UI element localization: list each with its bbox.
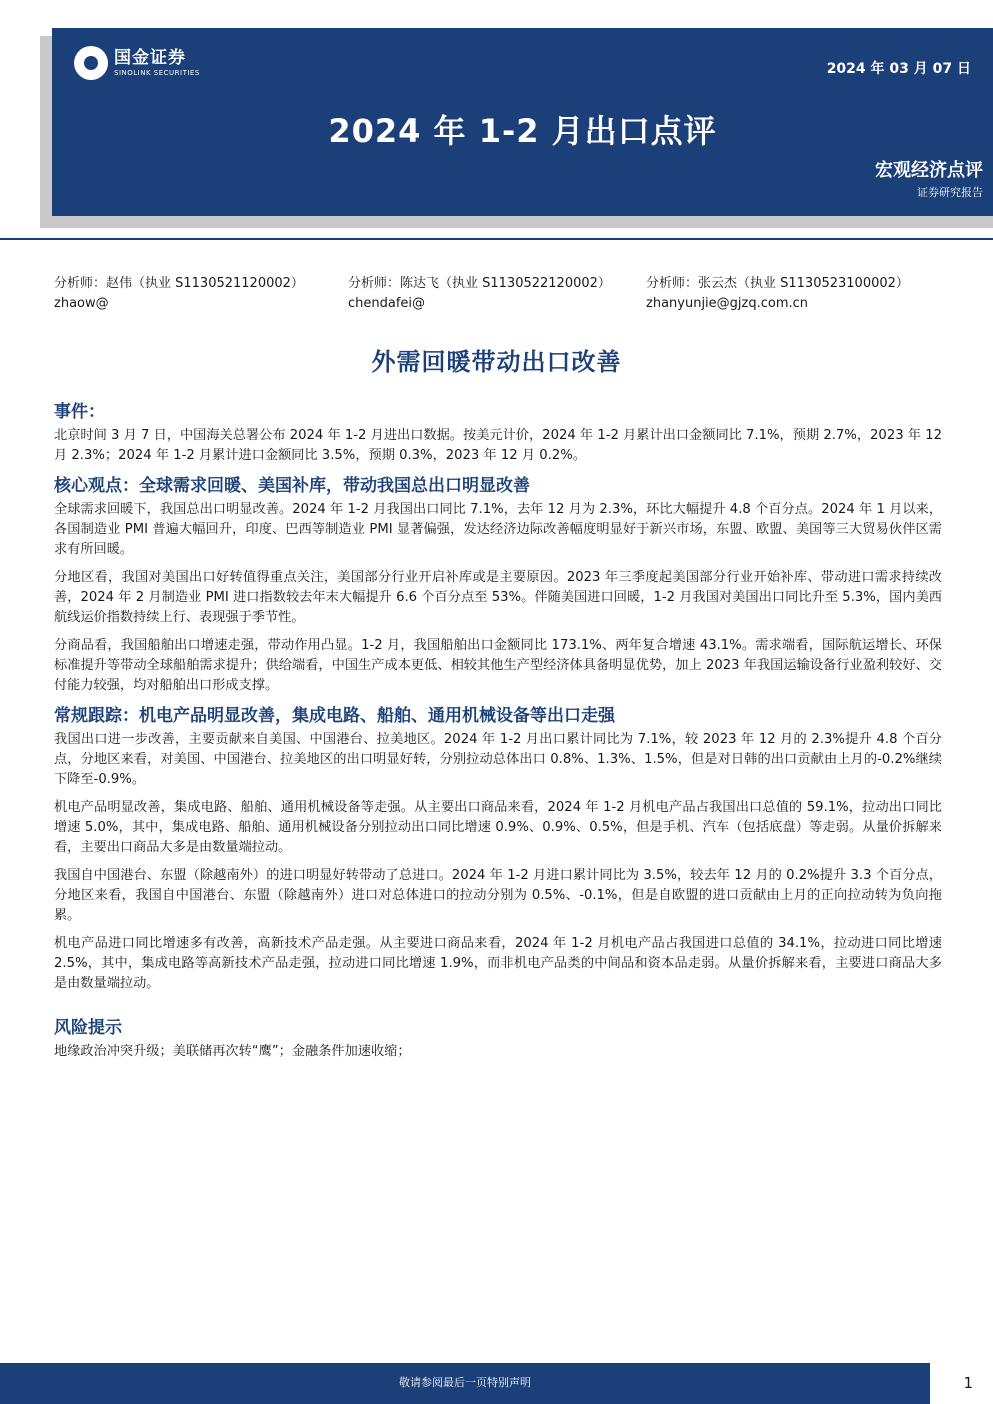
header-divider: [0, 238, 993, 240]
paragraph: 分地区看，我国对美国出口好转值得重点关注，美国部分行业开启补库或是主要原因。2023 年三季度起美国部分行业开始补库、带动进口需求持续改善，2024 年 2 月制造业 PMI 进口指数较去年末大幅提升 6.6 个百分点至 53%。伴随美国进口回暖，1-2 月我国对美国出口同比升至 5.3%，国内美西航线运价指数持续上行、表现强于季节性。: [54, 570, 942, 625]
disclaimer-note: 敬请参阅最后一页特别声明: [0, 1363, 930, 1404]
analyst-email: zhaow@: [54, 296, 109, 311]
report-date: 2024 年 03 月 07 日: [826, 61, 971, 77]
company-logo: [74, 46, 200, 80]
analyst-email: chendafei@: [348, 296, 426, 311]
logo-name-en: SINOLINK SECURITIES: [114, 68, 200, 77]
paragraph: 我国出口进一步改善，主要贡献来自美国、中国港台、拉美地区。2024 年 1-2 月出口累计同比为 7.1%，较 2023 年 12 月的 2.3%提升 4.8 个百分点，分地区来看，对美国、中国港台、拉美地区的出口明显好转，分别拉动总体出口 0.8%、1.3%、1.5%，但是对日韩的出口贡献由上月的-0.2%继续下降至-0.9%。: [54, 732, 942, 787]
analyst-1: [54, 274, 304, 314]
analyst-2: [348, 274, 611, 314]
section-tracking: [54, 704, 942, 994]
logo-icon: [74, 46, 108, 80]
section-title: 常规跟踪：机电产品明显改善，集成电路、船舶、通用机械设备等出口走强: [54, 706, 615, 726]
paragraph: 地缘政治冲突升级；美联储再次转“鹰”；金融条件加速收缩；: [54, 1044, 411, 1059]
paragraph: 机电产品进口同比增速多有改善，高新技术产品走强。从主要进口商品来看，2024 年 1-2 月机电产品占我国进口总值的 34.1%，拉动进口同比增速 2.5%，其中，集成电路等高新技术产品走强，拉动进口同比增速 1.9%，而非机电产品类的中间品和资本品走弱。从量价拆解来看，主要进口商品大多是由数量端拉动。: [54, 936, 942, 991]
section-event: [54, 400, 942, 466]
paragraph: 我国自中国港台、东盟（除越南外）的进口明显好转带动了总进口。2024 年 1-2 月进口累计同比为 3.5%，较去年 12 月的 0.2%提升 3.3 个百分点，分地区来看，我国自中国港台、东盟（除越南外）进口对总体进口的拉动分别为 0.5%、-0.1%，但是自欧盟的进口贡献由上月的正向拉动转为负向拖累。: [54, 868, 942, 923]
section-title: 风险提示: [54, 1018, 122, 1038]
analyst-3: [646, 274, 909, 314]
paragraph: 分商品看，我国船舶出口增速走强，带动作用凸显。1-2 月，我国船舶出口金额同比 173.1%、两年复合增速 43.1%。需求端看，国际航运增长、环保标准提升等带动全球船舶需求提升；供给端看，中国生产成本更低、相较其他生产型经济体具备明显优势，加上 2023 年我国运输设备行业盈利较好、交付能力较强，均对船舶出口形成支撑。: [54, 638, 942, 693]
report-body: [54, 394, 942, 1070]
page-number: 1: [963, 1374, 973, 1392]
paragraph: 北京时间 3 月 7 日，中国海关总署公布 2024 年 1-2 月进出口数据。按美元计价，2024 年 1-2 月累计出口金额同比 7.1%，预期 2.7%，2023 年 12 月 2.3%；2024 年 1-2 月累计进口金额同比 3.5%，预期 0.3%，2023 年 12 月 0.2%。: [54, 428, 942, 463]
paragraph: 全球需求回暖下，我国总出口明显改善。2024 年 1-2 月我国出口同比 7.1%，去年 12 月为 2.3%，环比大幅提升 4.8 个百分点。2024 年 1 月以来，各国制造业 PMI 普遍大幅回升，印度、巴西等制造业 PMI 显著偏强，发达经济边际改善幅度明显好于新兴市场，东盟、欧盟、美国等三大贸易伙伴区需求有所回暖。: [54, 502, 942, 557]
report-category: 宏观经济点评: [875, 160, 983, 181]
logo-name-cn: 国金证券: [114, 47, 186, 68]
section-core-view: [54, 474, 942, 696]
analyst-label: 分析师：陈达飞（执业 S1130522120002）: [348, 276, 611, 291]
section-risk: [54, 1016, 942, 1062]
section-title: 核心观点：全球需求回暖、美国补库，带动我国总出口明显改善: [54, 476, 530, 496]
main-heading: 外需回暖带动出口改善: [371, 348, 622, 376]
analyst-email: zhanyunjie@gjzq.com.cn: [646, 296, 809, 311]
paragraph: 机电产品明显改善，集成电路、船舶、通用机械设备等走强。从主要出口商品来看，2024 年 1-2 月机电产品占我国出口总值的 59.1%，拉动出口同比增速 5.0%，其中，集成电路、船舶、通用机械设备分别拉动出口同比增速 0.9%、0.9%、0.5%，但是手机、汽车（包括底盘）等走弱。从量价拆解来看，主要出口商品大多是由数量端拉动。: [54, 800, 942, 855]
analyst-label: 分析师：赵伟（执业 S1130521120002）: [54, 276, 304, 291]
section-title: 事件：: [54, 402, 105, 422]
report-banner: [52, 28, 993, 216]
report-type: 证券研究报告: [917, 186, 983, 199]
report-title: 2024 年 1-2 月出口点评: [328, 112, 717, 150]
analyst-label: 分析师：张云杰（执业 S1130523100002）: [646, 276, 909, 291]
